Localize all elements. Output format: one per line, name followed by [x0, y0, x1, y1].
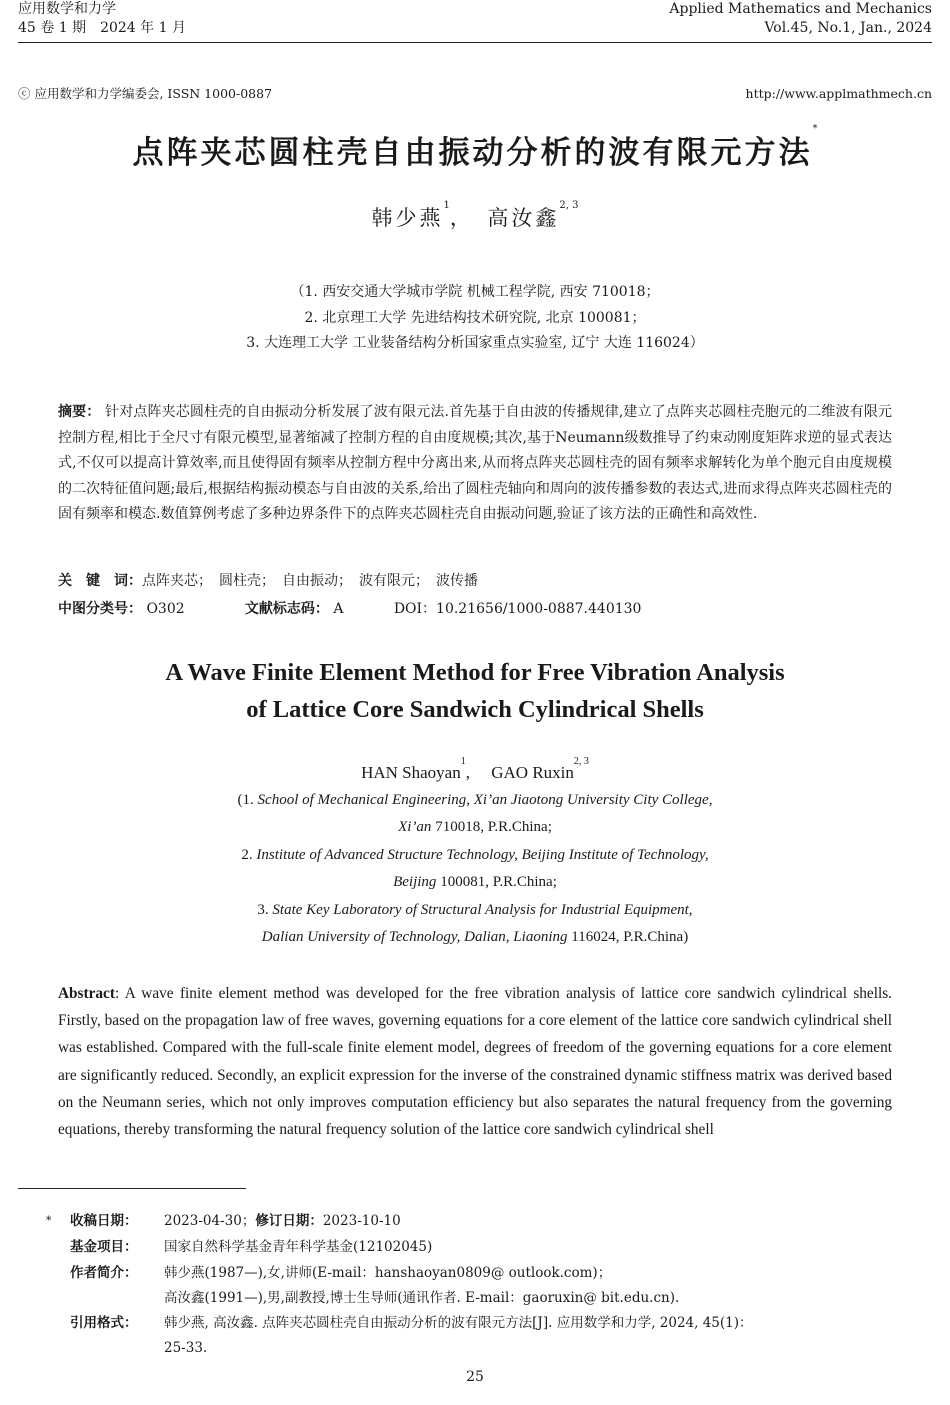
author-name: 高汝鑫 — [487, 206, 560, 230]
title-en-line: A Wave Finite Element Method for Free Vibration Analysis — [165, 659, 785, 686]
journal-name-en: Applied Mathematics and Mechanics — [669, 1, 932, 17]
journal-issue-cn: 45 卷 1 期 2024 年 1 月 — [18, 20, 186, 36]
abstract-en-text: : A wave finite element method was developed for the free vibration analysis of lattice core sandwich cylindrical shells. Firstly, based on the propagation law of free waves, governing equations for a core element of the lattice core sandwich cylindrical shell was established. Compared with the full-scale finite element model, degrees of freedom of the governing equations for a core element are significantly reduced. Secondly, an explicit expression for the inverse of the constrained dynamic stiffness matrix was derived based on the Neumann series, which not only improves computation efficiency but also separates the natural frequency from the governing equations, thereby transforming the natural frequency solution of the lattice core sandwich cylindrical shell — [58, 985, 892, 1139]
author-name: 韩少燕 — [371, 206, 444, 230]
journal-name-cn: 应用数学和力学 — [18, 1, 116, 17]
affiliation-line: Xi’an 710018, P.R.China; — [398, 819, 552, 836]
doc-code-value: A — [333, 601, 344, 617]
abstract-cn-label: 摘要： — [58, 404, 101, 420]
header-rule — [18, 42, 932, 43]
author-affil-mark: 1 — [443, 200, 450, 211]
fund-label: 基金项目： — [70, 1239, 138, 1255]
bio-label: 作者简介： — [70, 1265, 138, 1281]
bio-line: 高汝鑫(1991—),男,副教授,博士生导师(通讯作者. E-mail：gaoruxin@ bit.edu.cn). — [164, 1290, 680, 1306]
author-name: GAO Ruxin — [491, 763, 574, 782]
authors-en: HAN Shaoyan$^1$, GAO Ruxin$^{2, 3}$ — [361, 756, 589, 782]
paper-title-cn-text: 点阵夹芯圆柱壳自由振动分析的波有限元方法 — [132, 135, 813, 171]
abstract-cn — [58, 400, 892, 528]
affiliations-en — [0, 787, 950, 951]
affiliation-line: Dalian University of Technology, Dalian, Liaoning 116024, P.R.China) — [261, 929, 689, 946]
paper-title-cn — [0, 123, 950, 172]
copyright-line: ⓒ 应用数学和力学编委会, ISSN 1000-0887 — [18, 86, 273, 101]
keywords-label: 关 键 词： — [58, 573, 142, 589]
footnote-star: * — [46, 1214, 52, 1227]
bio-line: 韩少燕(1987—),女,讲师(E-mail：hanshaoyan0809@ outlook.com)； — [164, 1265, 612, 1281]
received-date: 2023-04-30； — [164, 1213, 256, 1229]
affiliations-cn — [0, 280, 950, 357]
page-number: 25 — [466, 1369, 484, 1385]
author-affil-mark: 1 — [460, 756, 466, 767]
doi[interactable]: DOI：10.21656/1000-0887.440130 — [393, 601, 642, 617]
affiliation-line: 3. 大连理工大学 工业装备结构分析国家重点实验室, 辽宁 大连 116024） — [246, 335, 704, 351]
cite-line: 25-33. — [164, 1340, 208, 1356]
title-en-line: of Lattice Core Sandwich Cylindrical Shells — [246, 696, 704, 723]
keywords-cn — [58, 571, 892, 591]
clc-label: 中图分类号： — [58, 601, 142, 617]
affiliation-line: 2. 北京理工大学 先进结构技术研究院, 北京 100081； — [304, 309, 646, 326]
journal-header-en — [669, 0, 932, 38]
author-name: HAN Shaoyan — [361, 763, 461, 782]
cite-label: 引用格式： — [70, 1315, 138, 1331]
affiliation-line: 3. State Key Laboratory of Structural Analysis for Industrial Equipment, — [257, 901, 693, 918]
journal-url[interactable]: http://www.applmathmech.cn — [745, 86, 932, 101]
author-affil-mark: 2, 3 — [559, 200, 579, 211]
classification-line — [58, 599, 892, 619]
affiliation-line: Beijing 100081, P.R.China; — [393, 874, 557, 891]
doc-code-label: 文献标志码： — [244, 601, 329, 617]
affiliation-line: 2. Institute of Advanced Structure Technology, Beijing Institute of Technology, — [241, 846, 709, 863]
affiliation-line: (1. School of Mechanical Engineering, Xi’an Jiaotong University City College, — [237, 792, 713, 808]
abstract-cn-text: 针对点阵夹芯圆柱壳的自由振动分析发展了波有限元法.首先基于自由波的传播规律,建立了点阵夹芯圆柱壳胞元的二维波有限元控制方程,相比于全尺寸有限元模型,显著缩减了控制方程的自由度规模;其次,基于Neumann级数推导了约束动刚度矩阵求逆的显式表达式,不仅可以提高计算效率,而且使得固有频率从控制方程中分离出来,从而将点阵夹芯圆柱壳的固有频率求解转化为单个胞元自由度规模的二次特征值问题;最后,根据结构振动模态与自由波的关系,给出了圆柱壳轴向和周向的波传播参数的表达式,进而求得点阵夹芯圆柱壳的固有频率和模态.数值算例考虑了多种边界条件下的点阵夹芯圆柱壳自由振动问题,验证了该方法的正确性和高效性. — [58, 404, 893, 523]
authors-cn: 韩少燕$^1$， 高汝鑫$^{2, 3}$ — [371, 200, 579, 230]
abstract-en — [58, 980, 892, 1143]
journal-header-cn — [18, 0, 186, 38]
journal-issue-en: Vol.45, No.1, Jan., 2024 — [764, 20, 932, 36]
title-footnote-mark: * — [812, 123, 818, 134]
affiliation-line: （1. 西安交通大学城市学院 机械工程学院, 西安 710018； — [290, 284, 660, 300]
revised-date: 2023-10-10 — [322, 1213, 401, 1229]
revised-label: 修订日期： — [255, 1213, 323, 1229]
fund-value: 国家自然科学基金青年科学基金(12102045) — [164, 1239, 433, 1255]
author-affil-mark: 2, 3 — [573, 756, 589, 767]
cite-line: 韩少燕, 高汝鑫. 点阵夹芯圆柱壳自由振动分析的波有限元方法[J]. 应用数学和力学, 2024, 45(1)： — [164, 1315, 753, 1331]
keywords-list: 点阵夹芯； 圆柱壳； 自由振动； 波有限元； 波传播 — [142, 573, 478, 589]
paper-title-en — [0, 654, 950, 728]
received-label: 收稿日期： — [70, 1213, 138, 1229]
abstract-en-label: Abstract — [58, 985, 115, 1002]
footnote-rule — [18, 1188, 246, 1189]
clc-value: O302 — [146, 601, 185, 617]
